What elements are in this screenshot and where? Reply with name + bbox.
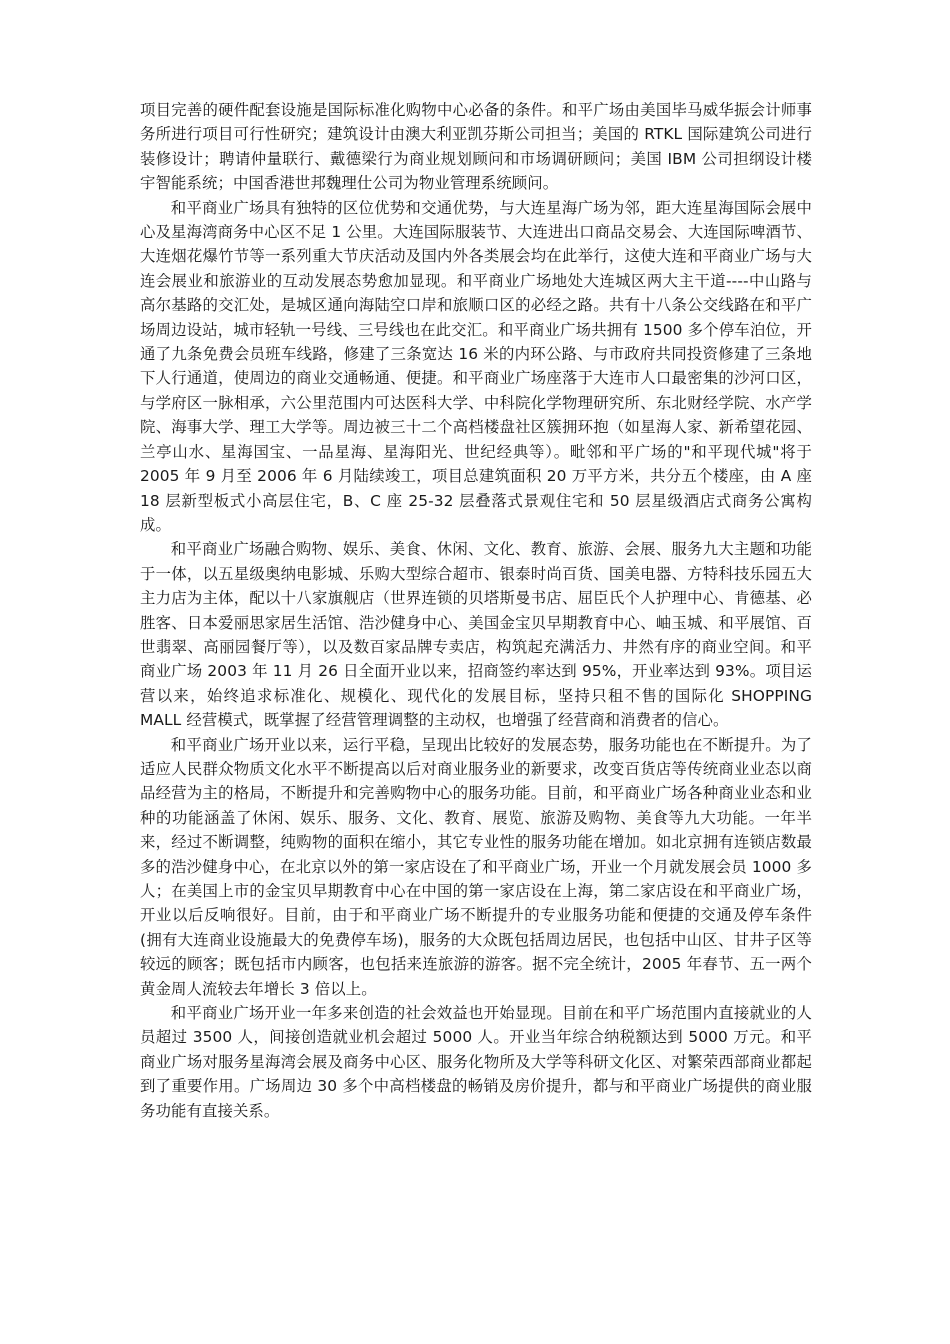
document-body — [140, 98, 812, 1123]
paragraph-location-traffic: 和平商业广场具有独特的区位优势和交通优势，与大连星海广场为邻，距大连星海国际会展中心及星海湾商务中心区不足 1 公里。大连国际服装节、大连进出口商品交易会、大连国际啤酒节、大连烟花爆竹节等一系列重大节庆活动及国内外各类展会均在此举行，这使大连和平商业广场与大连会展业和旅游业的互动发展态势愈加显现。和平商业广场地处大连城区两大主干道----中山路与高尔基路的交汇处，是城区通向海陆空口岸和旅顺口区的必经之路。共有十八条公交线路在和平广场周边设站，城市轻轨一号线、三号线也在此交汇。和平商业广场共拥有 1500 多个停车泊位，开通了九条免费会员班车线路，修建了三条宽达 16 米的内环公路、与市政府共同投资修建了三条地下人行通道，使周边的商业交通畅通、便捷。和平商业广场座落于大连市人口最密集的沙河口区，与学府区一脉相承，六公里范围内可达医科大学、中科院化学物理研究所、东北财经学院、水产学院、海事大学、理工大学等。周边被三十二个高档楼盘社区簇拥环抱（如星海人家、新希望花园、兰亭山水、星海国宝、一品星海、星海阳光、世纪经典等）。毗邻和平广场的"和平现代城"将于 2005 年 9 月至 2006 年 6 月陆续竣工，项目总建筑面积 20 万平方米，共分五个楼座，由 A 座 18 层新型板式小高层住宅，B、C 座 25-32 层叠落式景观住宅和 50 层星级酒店式商务公寓构成。 — [140, 198, 812, 534]
paragraph-operation-development: 和平商业广场开业以来，运行平稳，呈现出比较好的发展态势，服务功能也在不断提升。为了适应人民群众物质文化水平不断提高以后对商业服务业的新要求，改变百货店等传统商业业态以商品经营为主的格局，不断提升和完善购物中心的服务功能。目前，和平商业广场各种商业业态和业种的功能涵盖了休闲、娱乐、服务、文化、教育、展览、旅游及购物、美食等九大功能。一年半来，经过不断调整，纯购物的面积在缩小，其它专业性的服务功能在增加。如北京拥有连锁店数最多的浩沙健身中心，在北京以外的第一家店设在了和平商业广场，开业一个月就发展会员 1000 多人；在美国上市的金宝贝早期教育中心在中国的第一家店设在上海，第二家店设在和平商业广场，开业以后反响很好。目前，由于和平商业广场不断提升的专业服务功能和便捷的交通及停车条件(拥有大连商业设施最大的免费停车场)，服务的大众既包括周边居民，也包括中山区、甘井子区等较远的顾客；既包括市内顾客，也包括来连旅游的游客。据不完全统计，2005 年春节、五一两个黄金周人流较去年增长 3 倍以上。 — [140, 735, 812, 998]
paragraph-social-benefits: 和平商业广场开业一年多来创造的社会效益也开始显现。目前在和平广场范围内直接就业的人员超过 3500 人，间接创造就业机会超过 5000 人。开业当年综合纳税额达到 5000 万元。和平商业广场对服务星海湾会展及商务中心区、服务化物所及大学等科研文化区、对繁荣西部商业都起到了重要作用。广场周边 30 多个中高档楼盘的畅销及房价提升，都与和平商业广场提供的商业服务功能有直接关系。 — [140, 1004, 812, 1120]
paragraph-functions-tenants: 和平商业广场融合购物、娱乐、美食、休闲、文化、教育、旅游、会展、服务九大主题和功能于一体，以五星级奥纳电影城、乐购大型综合超市、银泰时尚百货、国美电器、方特科技乐园五大主力店为主体，配以十八家旗舰店（世界连锁的贝塔斯曼书店、屈臣氏个人护理中心、肯德基、必胜客、日本爱丽思家居生活馆、浩沙健身中心、美国金宝贝早期教育中心、岫玉城、和平展馆、百世翡翠、高丽园餐厅等），以及数百家品牌专卖店，构筑起充满活力、井然有序的商业空间。和平商业广场 2003 年 11 月 26 日全面开业以来，招商签约率达到 95%，开业率达到 93%。项目运营以来，始终追求标准化、规模化、现代化的发展目标，坚持只租不售的国际化 SHOPPING MALL 经营模式，既掌握了经营管理调整的主动权，也增强了经营商和消费者的信心。 — [140, 540, 812, 730]
paragraph-facilities: 项目完善的硬件配套设施是国际标准化购物中心必备的条件。和平广场由美国毕马威华振会计师事务所进行项目可行性研究；建筑设计由澳大利亚凯芬斯公司担当；美国的 RTKL 国际建筑公司进行装修设计；聘请仲量联行、戴德梁行为商业规划顾问和市场调研顾问；美国 IBM 公司担纲设计楼宇智能系统；中国香港世邦魏理仕公司为物业管理系统顾问。 — [140, 101, 812, 193]
